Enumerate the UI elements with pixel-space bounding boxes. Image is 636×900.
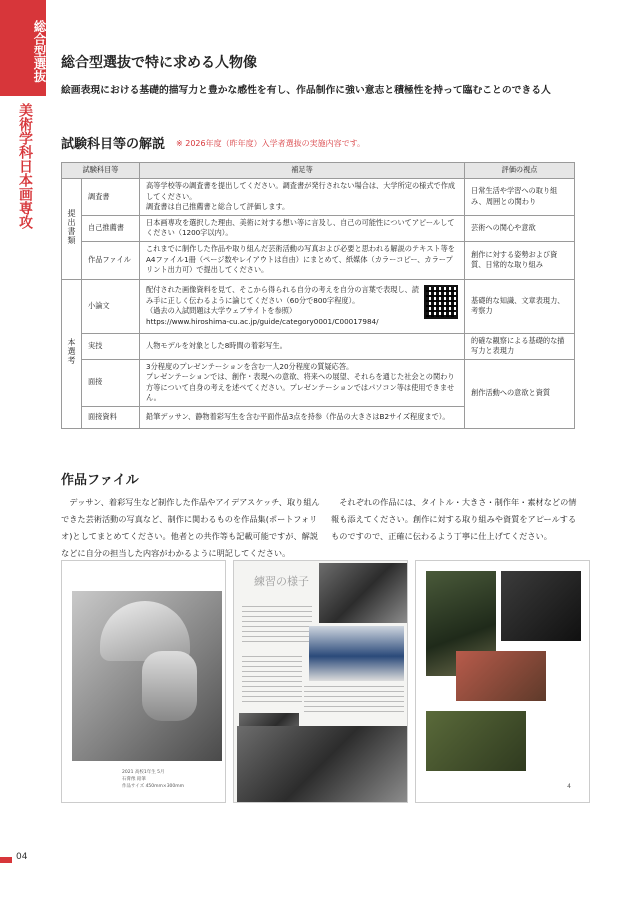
- text-block: [242, 606, 312, 646]
- qr-code-icon: [424, 285, 458, 319]
- row-viewpoint: 芸術への関心や意欲: [465, 215, 575, 241]
- activity-photo-top: [319, 563, 407, 623]
- row-viewpoint: 日常生活や学習への取り組み、周囲との関わり: [465, 179, 575, 216]
- header-detail: 補足等: [140, 163, 465, 179]
- page-number-marker: [0, 857, 12, 863]
- artwork-photo-3: [456, 651, 546, 701]
- row-item: 実技: [82, 333, 140, 359]
- row-detail: これまでに制作した作品や取り組んだ芸術活動の写真および必要と思われる解説のテキスト等をA4ファイル1冊（ページ数やレイアウトは自由）にまとめて、紙媒体（カラーコピー、カラープリント出力可）で提出してください。: [140, 241, 465, 279]
- row-detail: 高等学校等の調査書を提出してください。調査書が発行されない場合は、大学所定の様式で作成してください。 調査書は自己推薦書と総合して評価します。: [140, 179, 465, 216]
- wave-painting-image: [309, 626, 404, 681]
- table-row: [62, 215, 575, 241]
- section-title-exam-subjects: 試験科目等の解説: [61, 137, 166, 152]
- department-label: 美術学科日本画専攻: [17, 103, 33, 229]
- section-title-portfolio: 作品ファイル: [61, 473, 139, 488]
- table-row: [62, 179, 575, 216]
- portfolio-sample-drawing: [61, 560, 226, 803]
- table-header-row: [62, 163, 575, 179]
- row-detail: 日本画専攻を選択した理由、美術に対する想い等に言及し、自己の可能性についてアピールしてください（1200字以内）。: [140, 215, 465, 241]
- exam-table: [61, 162, 575, 429]
- row-detail: 人物モデルを対象とした8時間の着彩写生。: [140, 333, 465, 359]
- exam-note: ※ 2026年度（昨年度）入学者選抜の実施内容です。: [176, 139, 365, 148]
- plaster-bust-drawing-image: [72, 591, 222, 761]
- row-detail: 配付された画像資料を見て、そこから得られる自分の考えを自分の言葉で表現し、読み手に正しく伝わるように論じてください（60分で800字程度）。 （過去の入試問題は大学ウェブサイトを参照） https://www.hiroshima-cu.ac.jp/guide/category0001/C00017984/: [140, 279, 465, 333]
- activity-title: 練習の様子: [254, 575, 309, 588]
- category-label: 総合型選抜: [32, 20, 47, 83]
- table-row: [62, 333, 575, 359]
- row-item: 自己推薦書: [82, 215, 140, 241]
- header-subject: 試験科目等: [62, 163, 140, 179]
- table-row: [62, 359, 575, 406]
- row-viewpoint: 基礎的な知識、文章表現力、考察力: [465, 279, 575, 333]
- page-number: 04: [16, 852, 28, 862]
- text-block: [304, 686, 404, 716]
- drawing-caption: 2021 高校1年生 5月 石膏像 鉛筆 作品サイズ 450mm×300mm: [122, 770, 185, 789]
- activity-photo-bottom: [237, 726, 407, 802]
- row-item: 面接: [82, 359, 140, 406]
- portfolio-sample-activity: [233, 560, 408, 803]
- row-detail: 鉛筆デッサン、静物着彩写生を含む平面作品3点を持参（作品の大きさはB2サイズ程度まで）。: [140, 406, 465, 428]
- row-viewpoint: 創作活動への意欲と資質: [465, 359, 575, 428]
- portfolio-sample-artworks: [415, 560, 590, 803]
- group-main-exam: 本選考: [62, 279, 82, 428]
- group-submission: 提出書類: [62, 179, 82, 280]
- header-viewpoint: 評価の視点: [465, 163, 575, 179]
- artwork-photo-4: [426, 711, 526, 771]
- artwork-photo-2: [501, 571, 581, 641]
- ideal-student-text: 絵画表現における基礎的描写力と豊かな感性を有し、作品制作に強い意志と積極性を持って臨むことのできる人: [61, 85, 551, 96]
- category-badge: [0, 0, 46, 96]
- sample-page-number: 4: [567, 783, 571, 790]
- section-title-ideal-student: 総合型選抜で特に求める人物像: [61, 55, 257, 71]
- portfolio-paragraph-2: それぞれの作品には、タイトル・大きさ・制作年・素材などの情報も添えてください。創作に対する取り組みや資質をアピールするものですので、正確に伝わるよう丁寧に仕上げてください。: [331, 497, 577, 541]
- row-viewpoint: 的確な観察による基礎的な描写力と表現力: [465, 333, 575, 359]
- row-item: 作品ファイル: [82, 241, 140, 279]
- row-item: 面接資料: [82, 406, 140, 428]
- row-detail: 3分程度のプレゼンテーションを含む一人20分程度の質疑応答。 プレゼンテーションでは、創作・表現への意欲、将来への展望、それらを通じた社会との関わり方等について自身の考えを述べてください。プレゼンテーションではパソコン等は使用できません。: [140, 359, 465, 406]
- table-row: [62, 241, 575, 279]
- row-viewpoint: 創作に対する姿勢および資質、日常的な取り組み: [465, 241, 575, 279]
- table-row: [62, 279, 575, 333]
- row-item: 小論文: [82, 279, 140, 333]
- text-block: [242, 656, 302, 706]
- face-shape: [142, 651, 197, 721]
- row-item: 調査書: [82, 179, 140, 216]
- portfolio-paragraph-1: デッサン、着彩写生など制作した作品やアイデアスケッチ、取り組んできた芸術活動の写真など、制作に関わるものを作品集(ポートフォリオ)としてまとめてください。他者との共作等も記載可能ですが、解説などに自分の担当した内容がわかるように明記してください。: [61, 497, 320, 558]
